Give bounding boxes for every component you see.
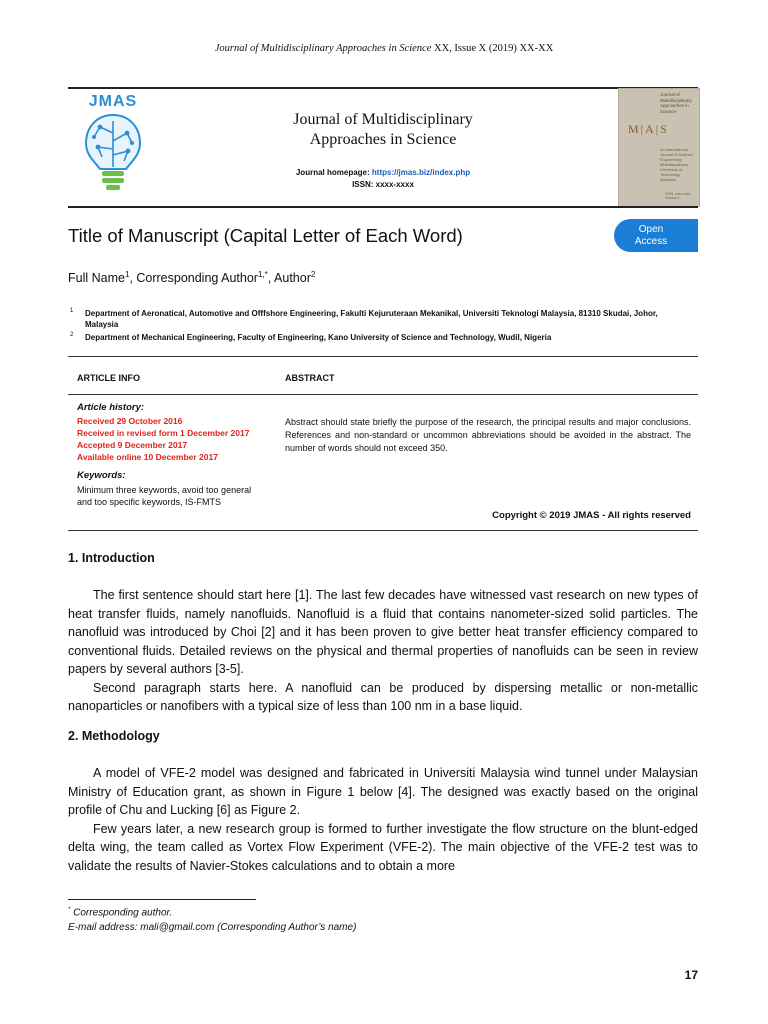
footnote-rule [68, 899, 256, 900]
homepage-label: Journal homepage: [295, 168, 370, 177]
abstract-text: Abstract should state briefly the purpose of the research, the principal results and major conclusions. References and non-standard or uncommon abbreviations should be avoided in the abstract. The number of words should not exceed 350. [285, 417, 691, 453]
author-2-sup: 1,* [257, 270, 268, 279]
author-1-sup: 1 [124, 270, 130, 279]
masthead-bottom-rule [68, 206, 698, 208]
section-1-paragraph-2: Second paragraph starts here. A nanofluid can be produced by dispersing metallic or non-metallic nanoparticles or nanofibers with a typical size of less than 100 nm in a base liquid. [68, 680, 698, 713]
cover-top-text: Journal of Multidisciplinary Approaches in Science [660, 92, 692, 114]
affiliation-2-number: 2 [70, 332, 74, 338]
footnote-corresponding [68, 907, 172, 918]
footnote-corresponding-text: Corresponding author. [73, 907, 173, 919]
accepted-date: Accepted 9 December 2017 [77, 440, 188, 450]
received-date: Received 29 October 2016 [77, 416, 183, 426]
open-access-line1: Open [638, 224, 664, 235]
open-access-line2: Access [634, 236, 668, 247]
homepage-link[interactable]: https://jmas.biz/index.php [371, 168, 471, 177]
affiliation-1-number: 1 [70, 308, 74, 314]
running-header [0, 43, 768, 54]
manuscript-title: Title of Manuscript (Capital Letter of Each Word) [68, 225, 463, 246]
info-table-bottom-rule [68, 530, 698, 531]
journal-title [250, 110, 516, 150]
author-3-sup: 2 [310, 270, 316, 279]
cover-bottom-text: ISSN: xxxx-xxxx Volume 1 [665, 192, 691, 200]
author-3: , Author [267, 271, 311, 286]
revised-date: Received in revised form 1 December 2017 [77, 428, 250, 438]
keywords-text: Minimum three keywords, avoid too general and too specific keywords, IS-FMTS [77, 485, 252, 507]
online-date: Available online 10 December 2017 [77, 452, 218, 462]
issn: ISSN: xxxx-xxxx [352, 180, 414, 189]
info-table-top-rule [68, 356, 698, 357]
open-access-badge[interactable] [614, 219, 698, 252]
section-2-paragraph-2: Few years later, a new research group is formed to further investigate the flow structure on the blunt-edged delta wing, the team called as Vortex Flow Experiment (VFE-2). The main objective of the VFE-2 test was to validate the results of Navier-Stokes calculations and to obtain a more [68, 821, 698, 873]
abstract-header: ABSTRACT [285, 373, 335, 383]
section-1-heading: 1. Introduction [68, 551, 155, 565]
affiliation-2: Department of Mechanical Engineering, Faculty of Engineering, Kano University of Science and Technology, Wudil, Nigeria [85, 333, 552, 342]
affiliation-1: Department of Aeronatical, Automotive and Offfshore Engineering, Fakulti Kejuruteraan Mekanikal, Universiti Teknologi Malaysia, 81310 Skudai, Johor, Malaysia [85, 309, 658, 329]
journal-homepage [250, 168, 516, 177]
section-1-paragraph-1: The first sentence should start here [1]. The last few decades have witnessed vast research on new types of heat transfer fluids, namely nanofluids. Nanofluid is a fluid that contains nanometer-sized solid particles. The nanofluid was introduced by Choi [2] and it has been proven to give better heat transfer efficiency compared to conventional fluids. Detailed reviews on the physical and thermal properties of nanofluids can be seen in review papers by several authors [3-5]. [68, 588, 698, 676]
journal-title-line2: Approaches in Science [309, 131, 457, 148]
author-2: , Corresponding Author [129, 271, 258, 286]
article-history-label: Article history: [77, 402, 145, 413]
logo-text: JMAS [88, 93, 138, 110]
cover-logo: M|A|S [628, 122, 669, 136]
author-list [68, 270, 315, 285]
info-table-header-rule [68, 394, 698, 395]
section-2-paragraph-1: A model of VFE-2 model was designed and fabricated in Universiti Malaysia wind tunnel under Malaysian Ministry of Education grant, as shown in Figure 1 below [4]. The designed was exactly based on the original profile of Chu and Lucking [6] as Figure 2. [68, 766, 698, 817]
article-info-header: ARTICLE INFO [77, 373, 140, 383]
section-1-body [68, 586, 698, 716]
section-2-body [68, 764, 698, 875]
copyright-notice: Copyright © 2019 JMAS - All rights reserved [492, 510, 691, 521]
footnote-email: E-mail address: mali@gmail.com (Corresponding Author’s name) [68, 922, 357, 933]
section-2-heading: 2. Methodology [68, 729, 160, 743]
keywords-label: Keywords: [77, 470, 126, 481]
author-1: Full Name [68, 271, 125, 286]
journal-title-line1: Journal of Multidisciplinary [293, 111, 473, 128]
masthead-top-rule [68, 87, 698, 89]
running-header-journal: Journal of Multidisciplinary Approaches in Science [214, 43, 432, 54]
footnote-mark: * [68, 907, 71, 913]
page-number: 17 [684, 968, 698, 982]
cover-subtitle: An international Journal of Science Engineering, Multidisciplinary, University of Technology Malaysia [660, 147, 693, 182]
running-header-issue: XX, Issue X (2019) XX-XX [434, 43, 554, 54]
